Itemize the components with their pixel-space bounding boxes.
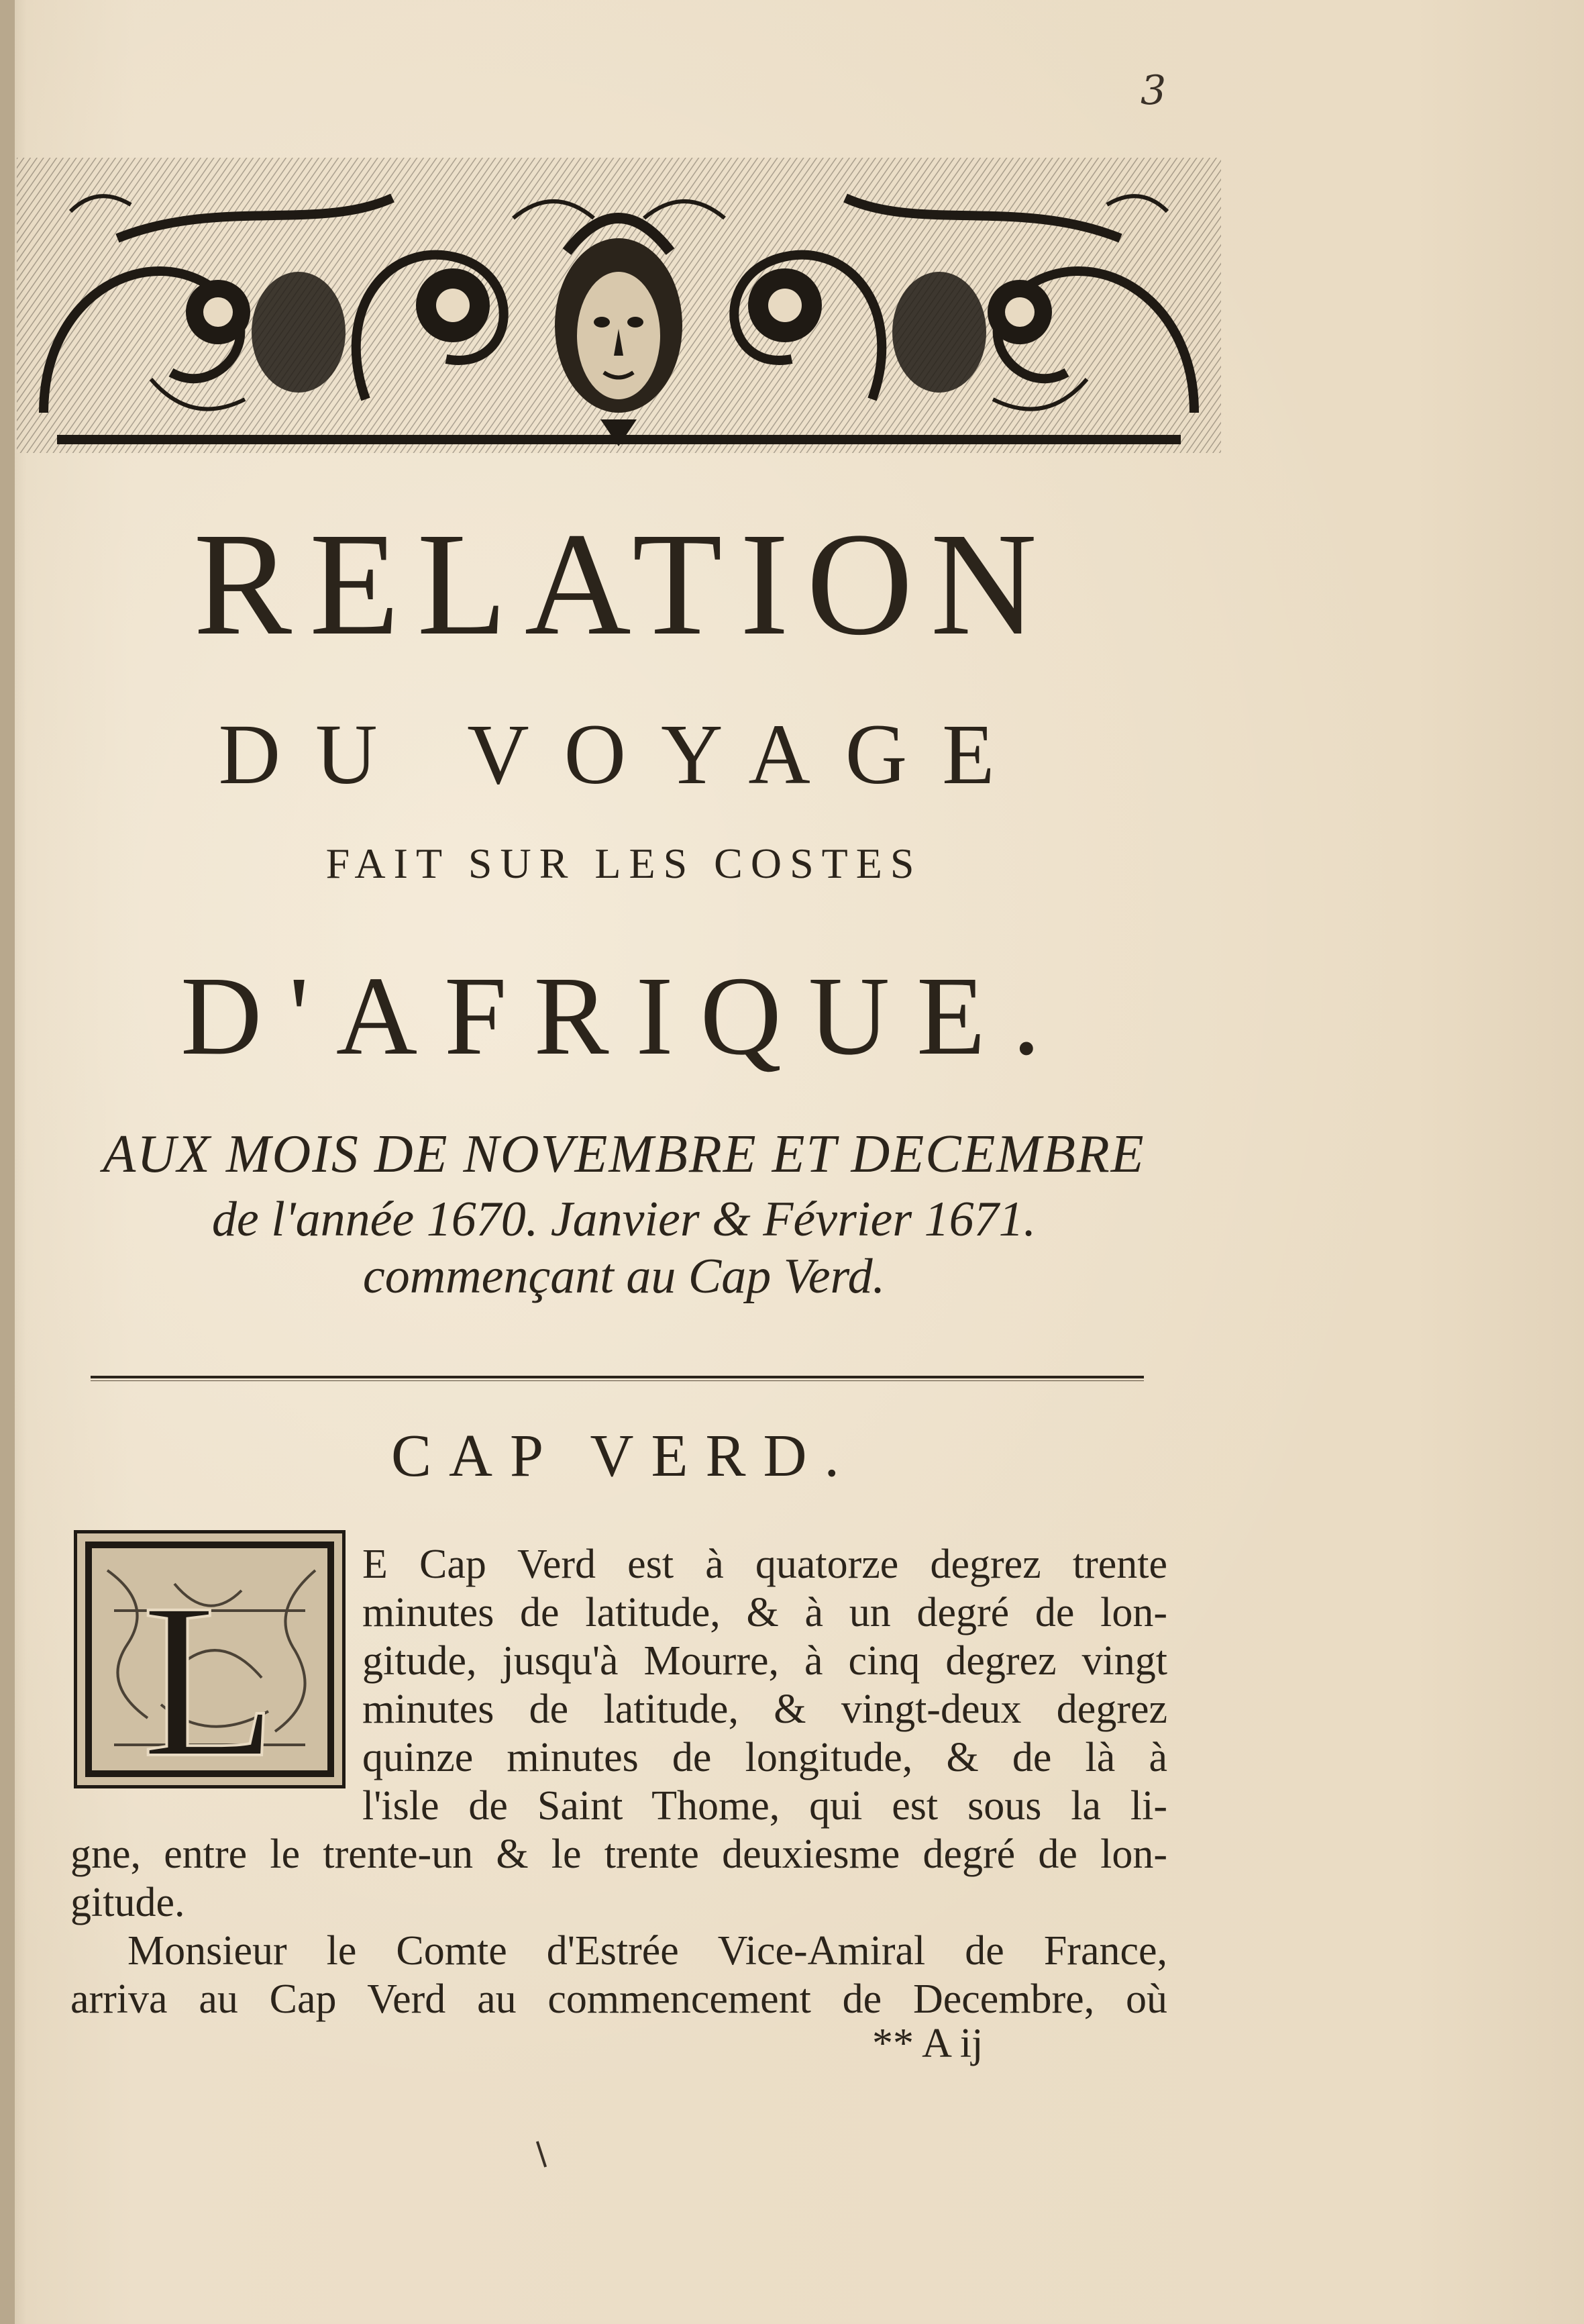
drop-cap-letter: L — [142, 1558, 277, 1788]
body-line: minutes de latitude, & vingt-deux degrez — [362, 1686, 1167, 1732]
subtitle-line-2: de l'année 1670. Janvier & Février 1671. — [211, 1192, 1037, 1247]
page-gutter — [0, 0, 15, 2324]
body-line: l'isle de Saint Thome, qui est sous la li- — [362, 1783, 1167, 1829]
body-line: Monsieur le Comte d'Estrée Vice-Amiral de France, — [127, 1928, 1167, 1974]
ink-mark — [536, 2141, 547, 2167]
section-heading: CAP VERD. — [390, 1423, 857, 1489]
body-line: minutes de latitude, & à un degré de lon- — [362, 1590, 1167, 1635]
title-afrique: D'AFRIQUE. — [180, 954, 1067, 1078]
subtitle-line-1: AUX MOIS DE NOVEMBRE ET DECEMBRE — [103, 1125, 1145, 1184]
ornamental-headpiece — [17, 158, 1221, 453]
decorated-drop-cap — [74, 1530, 346, 1788]
title-relation: RELATION — [193, 502, 1055, 666]
subtitle-line-3: commençant au Cap Verd. — [362, 1249, 886, 1304]
body-line: gitude, jusqu'à Mourre, à cinq degrez vingt — [362, 1638, 1167, 1684]
title-fait-sur-les-costes: FAIT SUR LES COSTES — [325, 840, 922, 887]
horizontal-rule — [91, 1376, 1144, 1381]
signature-mark: ** A ij — [872, 2021, 984, 2066]
body-line: quinze minutes de longitude, & de là à — [362, 1735, 1167, 1780]
body-line: gne, entre le trente-un & le trente deuxiesme degré de lon- — [70, 1831, 1167, 1877]
body-line: gitude. — [70, 1880, 185, 1925]
title-du-voyage: DU VOYAGE — [218, 707, 1030, 802]
body-line: E Cap Verd est à quatorze degrez trente — [362, 1542, 1167, 1587]
page-number: 3 — [1141, 67, 1167, 114]
body-line: arriva au Cap Verd au commencement de Decembre, où — [70, 1976, 1167, 2022]
